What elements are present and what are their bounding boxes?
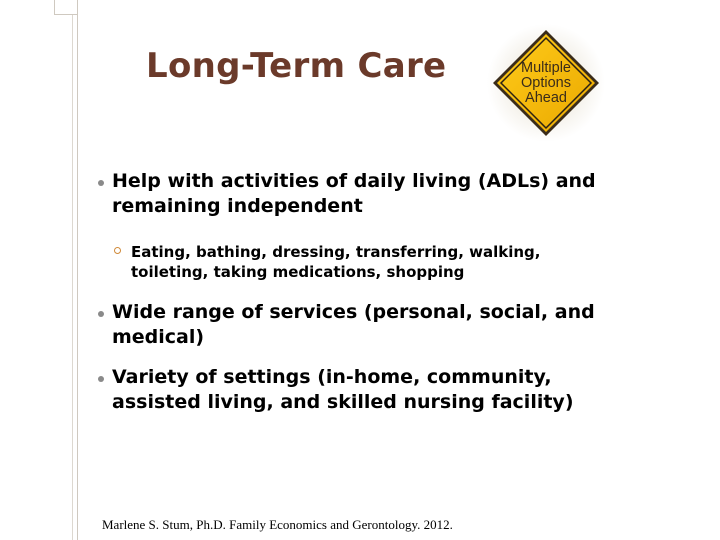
bullet-item (112, 169, 632, 219)
sign-line: Ahead (525, 89, 567, 106)
bullet-dot-icon (98, 180, 104, 186)
road-sign-image (487, 24, 605, 142)
slide-title: Long-Term Care (146, 46, 447, 86)
slide-frame-line (77, 0, 78, 540)
sign-line: Multiple (521, 59, 571, 76)
bullet-text: Variety of settings (in-home, community, assisted living, and skilled nursing facility) (112, 366, 574, 413)
sub-bullet-ring-icon (114, 247, 121, 254)
bullet-dot-icon (98, 376, 104, 382)
sub-bullet-item (131, 242, 611, 282)
bullet-item (112, 300, 632, 350)
slide-frame-line (72, 0, 73, 540)
sign-text (487, 24, 605, 142)
sign-line: Options (521, 74, 571, 91)
sub-bullet-text: Eating, bathing, dressing, transferring, walking, toileting, taking medications, shopping (131, 243, 541, 281)
slide-corner-box (54, 0, 78, 15)
bullet-text: Help with activities of daily living (ADLs) and remaining independent (112, 170, 596, 217)
bullet-text: Wide range of services (personal, social, and medical) (112, 301, 595, 348)
citation-footer: Marlene S. Stum, Ph.D. Family Economics and Gerontology. 2012. (102, 517, 453, 532)
bullet-item (112, 365, 632, 415)
bullet-dot-icon (98, 311, 104, 317)
